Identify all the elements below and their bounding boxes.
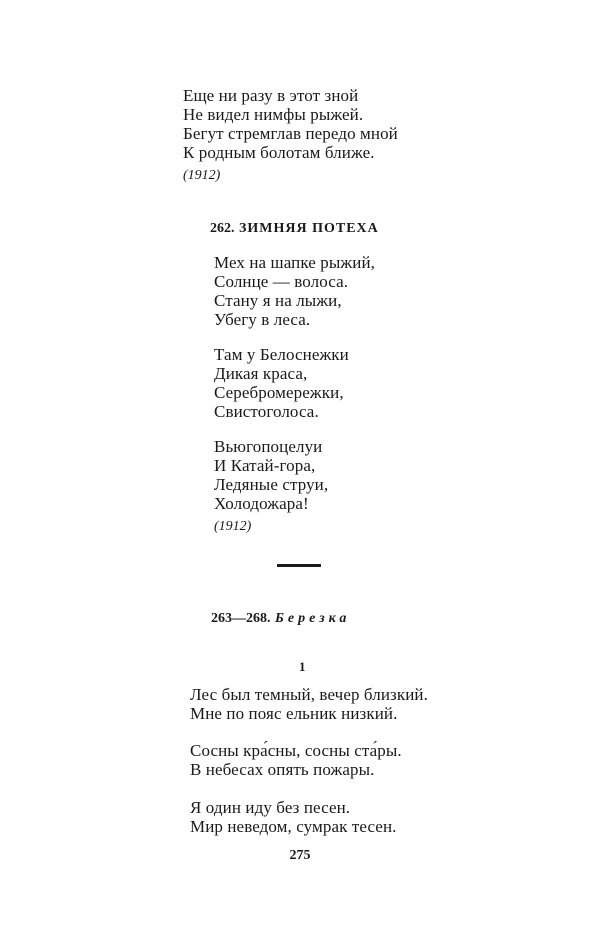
- poem-line: Мех на шапке рыжий,: [214, 253, 376, 272]
- poem-line: Сосны кра́сны, сосны ста́ры.: [190, 741, 402, 760]
- page-number: 275: [289, 848, 311, 863]
- poem-line: Серебромережки,: [214, 383, 344, 402]
- poem-262-heading: [210, 221, 379, 237]
- top-poem-stanza: [183, 86, 398, 162]
- poem-line: Свистоголоса.: [214, 402, 319, 421]
- poem-line: Солнце — волоса.: [214, 272, 349, 291]
- poem-262-number: 262.: [210, 221, 235, 236]
- poem-262-stanza-3: [214, 437, 328, 513]
- poem-line: Ледяные струи,: [214, 475, 329, 494]
- poem-line: Не видел нимфы рыжей.: [183, 105, 364, 124]
- poem-262-date: (1912): [214, 519, 252, 534]
- poem-262-title: ЗИМНЯЯ ПОТЕХА: [239, 221, 379, 236]
- poem-line: Еще ни разу в этот зной: [183, 86, 359, 105]
- poem-263-stanza-3: [190, 798, 397, 836]
- poem-263-stanza-1: [190, 685, 428, 723]
- poem-line: И Катай-гора,: [214, 456, 316, 475]
- poem-line: К родным болотам ближе.: [183, 143, 375, 162]
- poem-section-number: 1: [299, 659, 306, 674]
- poem-262-stanza-2: [214, 345, 349, 421]
- poem-line: Там у Белоснежки: [214, 345, 349, 364]
- poem-line: Холодожара!: [214, 494, 309, 513]
- poem-263-number: 263—268.: [211, 611, 271, 626]
- top-poem-date: (1912): [183, 168, 221, 183]
- poem-line: Убегу в леса.: [214, 310, 311, 329]
- poem-262-stanza-1: [214, 253, 375, 329]
- poem-line: Лес был темный, вечер близкий.: [190, 685, 428, 704]
- section-divider: [277, 564, 321, 567]
- poem-line: Мне по пояс ельник низкий.: [190, 704, 398, 723]
- poem-263-stanza-2: [190, 741, 402, 779]
- poem-line: Мир неведом, сумрак тесен.: [190, 817, 397, 836]
- poem-line: Вьюгопоцелуи: [214, 437, 323, 456]
- poem-line: Бегут стремглав передо мной: [183, 124, 398, 143]
- poem-line: В небесах опять пожары.: [190, 760, 375, 779]
- poem-263-heading: [211, 611, 350, 627]
- poem-line: Я один иду без песен.: [190, 798, 351, 817]
- poem-263-title: Березка: [275, 611, 351, 626]
- poem-line: Дикая краса,: [214, 364, 308, 383]
- poem-line: Стану я на лыжи,: [214, 291, 342, 310]
